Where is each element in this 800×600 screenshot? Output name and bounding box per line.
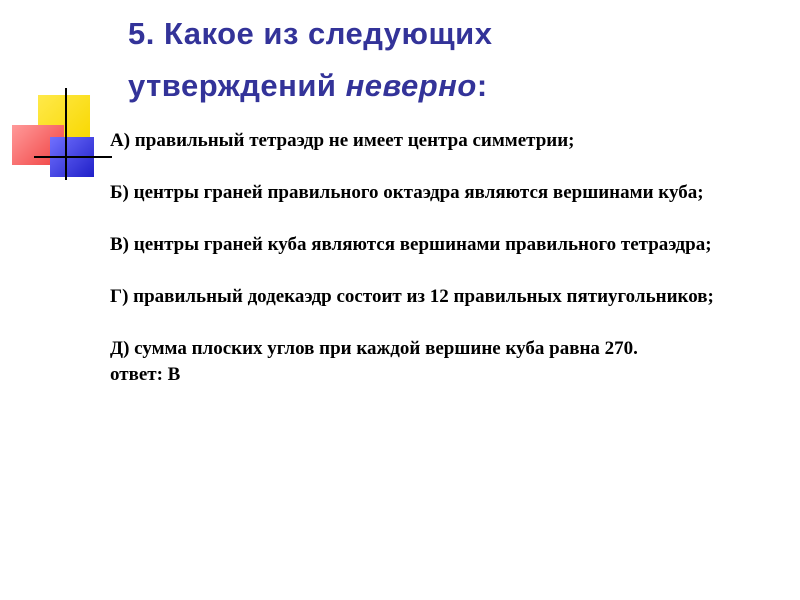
statement-e: Д) сумма плоских углов при каждой вершине куба равна 270. <box>110 338 638 359</box>
title-line-2-suffix: : <box>476 68 488 103</box>
slide-title <box>128 8 768 112</box>
statement-b: Б) центры граней правильного октаэдра являются вершинами куба; <box>110 182 704 203</box>
statement-d: Г) правильный додекаэдр состоит из 12 правильных пятиугольников; <box>110 286 714 307</box>
statement-c: В) центры граней куба являются вершинами правильного тетраэдра; <box>110 234 712 255</box>
title-line-2-prefix: утверждений <box>128 68 346 103</box>
answer-text: ответ: В <box>110 364 181 385</box>
title-line-1: 5. Какое из следующих <box>128 16 493 51</box>
statement-list <box>110 128 780 388</box>
statement-a: А) правильный тетраэдр не имеет центра симметрии; <box>110 130 575 151</box>
decorative-vertical-line <box>65 88 67 180</box>
title-emphasis: неверно <box>345 68 477 103</box>
title-line-2 <box>128 60 768 112</box>
decorative-horizontal-line <box>34 156 112 158</box>
